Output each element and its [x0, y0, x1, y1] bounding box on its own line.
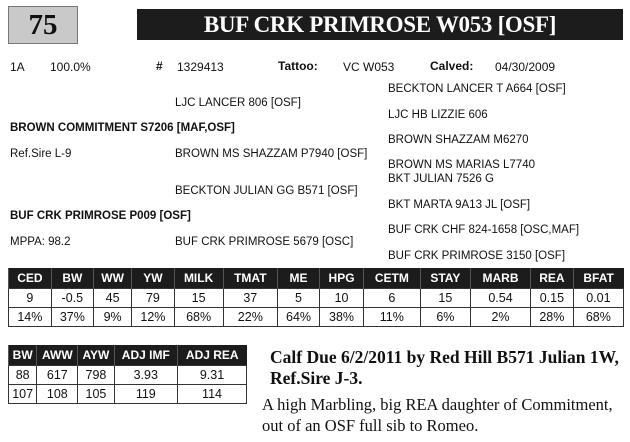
- epd-value-cell: 15: [174, 289, 223, 308]
- perf-header-cell: AYW: [78, 345, 114, 366]
- sire-note: Ref.Sire L-9: [10, 148, 72, 160]
- pedigree-ddd: BUF CRK PRIMROSE 3150 [OSF]: [388, 250, 566, 262]
- epd-value-cell: 37: [223, 289, 277, 308]
- tattoo-value: VC W053: [343, 60, 395, 74]
- epd-header-cell: MILK: [174, 268, 223, 289]
- perf-ratio-cell: 107: [9, 385, 37, 404]
- epd-value-cell: 0.54: [471, 289, 531, 308]
- perf-header-cell: BW: [9, 345, 37, 366]
- epd-percentile-cell: 6%: [420, 308, 470, 327]
- reg-number: 1329413: [177, 60, 224, 74]
- pedigree-ssd: LJC HB LIZZIE 606: [388, 109, 488, 121]
- epd-table: [8, 268, 624, 327]
- epd-header-cell: YW: [132, 268, 174, 289]
- pedigree-dss: BKT JULIAN 7526 G: [388, 173, 494, 185]
- epd-percentile-cell: 68%: [573, 308, 623, 327]
- pedigree-sds: BROWN SHAZZAM M6270: [388, 134, 529, 146]
- pedigree-dam-sire: BECKTON JULIAN GG B571 [OSF]: [175, 185, 358, 197]
- perf-header-cell: ADJ REA: [178, 345, 247, 366]
- epd-percentile-cell: 12%: [132, 308, 174, 327]
- calved-date: 04/30/2009: [495, 60, 556, 74]
- epd-header-cell: WW: [93, 268, 131, 289]
- epd-percentile-cell: 22%: [223, 308, 277, 327]
- tattoo-label: Tattoo:: [278, 59, 318, 73]
- epd-value-cell: 0.15: [531, 289, 574, 308]
- epd-percentile-cell: 38%: [320, 308, 364, 327]
- animal-name-title: BUF CRK PRIMROSE W053 [OSF]: [137, 9, 623, 40]
- percent-value: 100.0%: [50, 60, 91, 74]
- epd-header-cell: BFAT: [573, 268, 623, 289]
- pedigree-dam: BUF CRK PRIMROSE P009 [OSF]: [10, 210, 191, 222]
- description-text: A high Marbling, big REA daughter of Commitment, out of an OSF full sib to Romeo.: [262, 395, 613, 435]
- epd-value-cell: 6: [363, 289, 420, 308]
- pedigree-sire-dam: BROWN MS SHAZZAM P7940 [OSF]: [175, 148, 368, 160]
- perf-value-cell: 9.31: [178, 366, 247, 385]
- pedigree-dam-dam: BUF CRK PRIMROSE 5679 [OSC]: [175, 236, 354, 248]
- perf-ratio-cell: 119: [114, 385, 178, 404]
- epd-header-cell: STAY: [420, 268, 470, 289]
- epd-header-cell: ME: [277, 268, 319, 289]
- epd-value-cell: 15: [420, 289, 470, 308]
- epd-value-cell: 9: [9, 289, 52, 308]
- calved-label: Calved:: [430, 59, 474, 73]
- epd-header-cell: MARB: [471, 268, 531, 289]
- perf-ratio-cell: 108: [37, 385, 78, 404]
- epd-header-cell: HPG: [320, 268, 364, 289]
- epd-value-cell: 79: [132, 289, 174, 308]
- calf-due-text: Calf Due 6/2/2011 by Red Hill B571 Julian 1W, Ref.Sire J-3.: [270, 347, 619, 388]
- epd-value-cell: -0.5: [51, 289, 93, 308]
- pedigree-sire-sire: LJC LANCER 806 [OSF]: [175, 97, 301, 109]
- pedigree-dds: BUF CRK CHF 824-1658 [OSC,MAF]: [388, 224, 580, 236]
- performance-table: [8, 345, 247, 404]
- epd-percentile-cell: 11%: [363, 308, 420, 327]
- reg-label: #: [156, 59, 163, 73]
- epd-value-cell: 0.01: [573, 289, 623, 308]
- epd-header-cell: REA: [531, 268, 574, 289]
- epd-percentile-cell: 64%: [277, 308, 319, 327]
- pedigree-sire: BROWN COMMITMENT S7206 [MAF,OSF]: [10, 122, 235, 134]
- pedigree-sdd: BROWN MS MARIAS L7740: [388, 159, 535, 171]
- epd-header-cell: CETM: [363, 268, 420, 289]
- epd-percentile-cell: 68%: [174, 308, 223, 327]
- epd-value-cell: 45: [93, 289, 131, 308]
- epd-header-cell: TMAT: [223, 268, 277, 289]
- epd-percentile-cell: 2%: [471, 308, 531, 327]
- epd-header-cell: BW: [51, 268, 93, 289]
- epd-value-cell: 10: [320, 289, 364, 308]
- epd-value-cell: 5: [277, 289, 319, 308]
- lot-number: 75: [8, 6, 78, 44]
- epd-percentile-cell: 9%: [93, 308, 131, 327]
- perf-value-cell: 3.93: [114, 366, 178, 385]
- perf-ratio-cell: 105: [78, 385, 114, 404]
- perf-value-cell: 617: [37, 366, 78, 385]
- dam-note: MPPA: 98.2: [10, 236, 71, 248]
- epd-percentile-cell: 37%: [51, 308, 93, 327]
- perf-value-cell: 798: [78, 366, 114, 385]
- epd-percentile-cell: 14%: [9, 308, 52, 327]
- animal-class: 1A: [10, 60, 25, 74]
- epd-header-cell: CED: [9, 268, 52, 289]
- perf-header-cell: ADJ IMF: [114, 345, 178, 366]
- perf-header-cell: AWW: [37, 345, 78, 366]
- pedigree-sss: BECKTON LANCER T A664 [OSF]: [388, 83, 566, 95]
- perf-ratio-cell: 114: [178, 385, 247, 404]
- pedigree-dsd: BKT MARTA 9A13 JL [OSF]: [388, 199, 531, 211]
- epd-percentile-cell: 28%: [531, 308, 574, 327]
- perf-value-cell: 88: [9, 366, 37, 385]
